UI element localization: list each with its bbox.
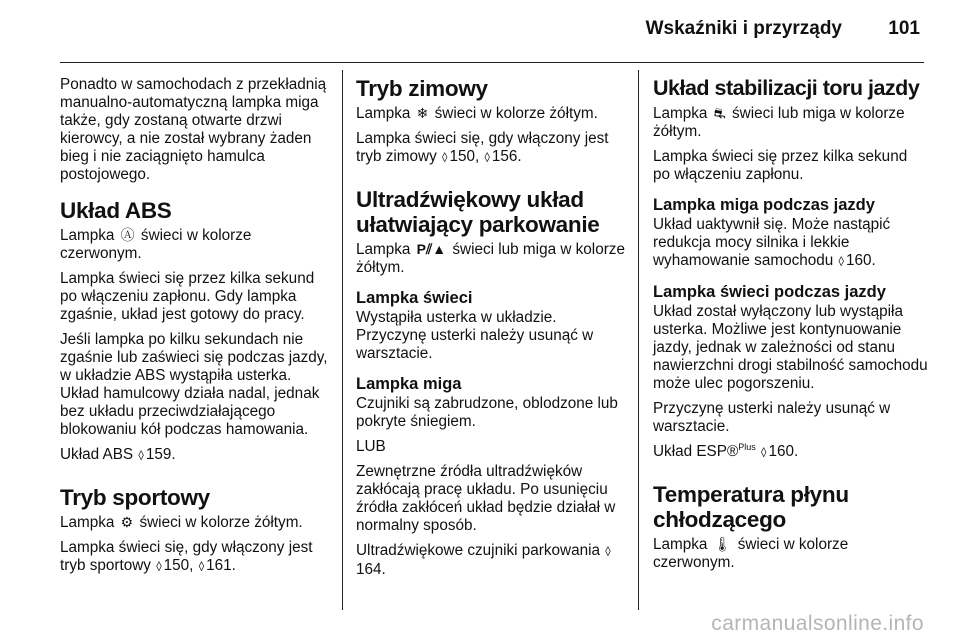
- parking-assist-heading: Ultradźwiękowy układ ułatwiający parkowanie: [356, 187, 600, 237]
- page-number: 101: [888, 18, 920, 39]
- coolant-lamp-paragraph: Lampka 🌡 świeci w kolorze czerwonym.: [653, 536, 849, 571]
- header-rule: [60, 62, 924, 63]
- workshop-paragraph: Przyczynę usterki należy usunąć w warsztacie.: [653, 400, 891, 435]
- esp-ignition-paragraph: Lampka świeci się przez kilka sekund po włączeniu zapłonu.: [653, 148, 908, 183]
- column-divider-1: [342, 70, 343, 610]
- page-ref-arrow-icon: ◊: [484, 150, 490, 166]
- sport-lamp-paragraph: Lampka ⚙ świeci w kolorze żółtym.: [60, 514, 303, 531]
- on-driving-heading: Lampka świeci podczas jazdy: [653, 283, 886, 301]
- abs-lamp-icon: Ⓐ: [120, 227, 135, 243]
- on-driving-paragraph: Układ został wyłączony lub wystąpiła usterka. Możliwe jest kontynuowanie jazdy, jednak w zależności od stanu nawierzchni drogi stabilność samochodu może ulec pogorszeniu.: [653, 303, 928, 392]
- abs-heading: Układ ABS: [60, 198, 172, 223]
- sensors-reference: Ultradźwiękowe czujniki parkowania ◊164.: [356, 542, 611, 578]
- sport-mode-paragraph: Lampka świeci się, gdy włączony jest tryb sportowy ◊ 150, ◊ 161.: [60, 539, 330, 576]
- column-2: [356, 76, 628, 586]
- blink-driving-paragraph: Układ uaktywnił się. Może nastąpić redukcja mocy silnika i lekkie wyhamowanie samochodu ◊ 160.: [653, 216, 928, 271]
- parking-assist-icon: P⫽▲: [416, 241, 447, 257]
- page-ref-arrow-icon: ◊: [156, 559, 162, 575]
- watermark: carmanualsonline.info: [711, 612, 924, 635]
- lamp-blink-heading: Lampka miga: [356, 375, 462, 393]
- column-3: [653, 76, 928, 579]
- or-label: LUB: [356, 438, 386, 455]
- blink-driving-heading: Lampka miga podczas jazdy: [653, 196, 875, 214]
- column-divider-2: [638, 70, 639, 610]
- abs-lamp-paragraph: Lampka Ⓐ świeci w kolorze czerwonym.: [60, 227, 252, 262]
- abs-reference: Układ ABS ◊ 159.: [60, 446, 330, 465]
- header-title: Wskaźniki i przyrządy: [645, 18, 842, 39]
- interference-paragraph: Zewnętrzne źródła ultradźwięków zakłócają pracę układu. Po usunięciu źródła zakłóceń układ będzie działał w normalny sposób.: [356, 463, 616, 534]
- page-ref-arrow-icon: ◊: [442, 150, 448, 166]
- sport-mode-heading: Tryb sportowy: [60, 485, 210, 510]
- page-ref-arrow-icon: ◊: [138, 448, 144, 464]
- lamp-on-paragraph: Wystąpiła usterka w układzie. Przyczynę usterki należy usunąć w warsztacie.: [356, 309, 594, 362]
- page-header: [60, 16, 924, 46]
- manual-auto-paragraph: Ponadto w samochodach z przekładnią manualno-automatyczną lampka miga także, gdy zostaną otwarte drzwi kierowcy, a nie został wybrany żaden bieg i nie zaciągnięto hamulca postojowego.: [60, 76, 327, 183]
- page-ref-arrow-icon: ◊: [605, 544, 611, 560]
- winter-mode-heading: Tryb zimowy: [356, 76, 488, 101]
- stability-control-icon: ⛐: [713, 105, 726, 121]
- winter-lamp-paragraph: Lampka ❄ świeci w kolorze żółtym.: [356, 105, 598, 122]
- parking-lamp-paragraph: Lampka P⫽▲ świeci lub miga w kolorze żółtym.: [356, 241, 625, 276]
- esp-reference: Układ ESP®$^{Plus}$ ◊ 160.: [653, 443, 928, 462]
- lamp-on-heading: Lampka świeci: [356, 289, 473, 307]
- snowflake-icon: ❄: [416, 105, 429, 121]
- page-ref-arrow-icon: ◊: [198, 559, 205, 575]
- column-1: [60, 76, 330, 583]
- coolant-heading: Temperatura płynu chłodzącego: [653, 482, 849, 532]
- esp-lamp-paragraph: Lampka ⛐ świeci lub miga w kolorze żółtym.: [653, 105, 905, 140]
- page-ref-arrow-icon: ◊: [761, 445, 767, 461]
- coolant-temperature-icon: 🌡: [713, 536, 732, 552]
- winter-mode-paragraph: Lampka świeci się, gdy włączony jest tryb zimowy ◊ 150, ◊ 156.: [356, 130, 628, 167]
- abs-ignition-paragraph: Lampka świeci się przez kilka sekund po włączeniu zapłonu. Gdy lampka zgaśnie, układ jest gotowy do pracy.: [60, 270, 315, 323]
- page-ref-arrow-icon: ◊: [838, 254, 844, 270]
- esp-heading: Układ stabilizacji toru jazdy: [653, 76, 920, 100]
- lamp-blink-paragraph: Czujniki są zabrudzone, oblodzone lub pokryte śniegiem.: [356, 395, 618, 430]
- abs-fault-paragraph: Jeśli lampka po kilku sekundach nie zgaśnie lub zaświeci się podczas jazdy, w układzie ABS wystąpiła usterka. Układ hamulcowy działa nadal, jednak bez układu przeciwdziałającego blokowaniu kół podczas hamowania.: [60, 331, 328, 438]
- sport-mode-icon: ⚙: [120, 514, 134, 530]
